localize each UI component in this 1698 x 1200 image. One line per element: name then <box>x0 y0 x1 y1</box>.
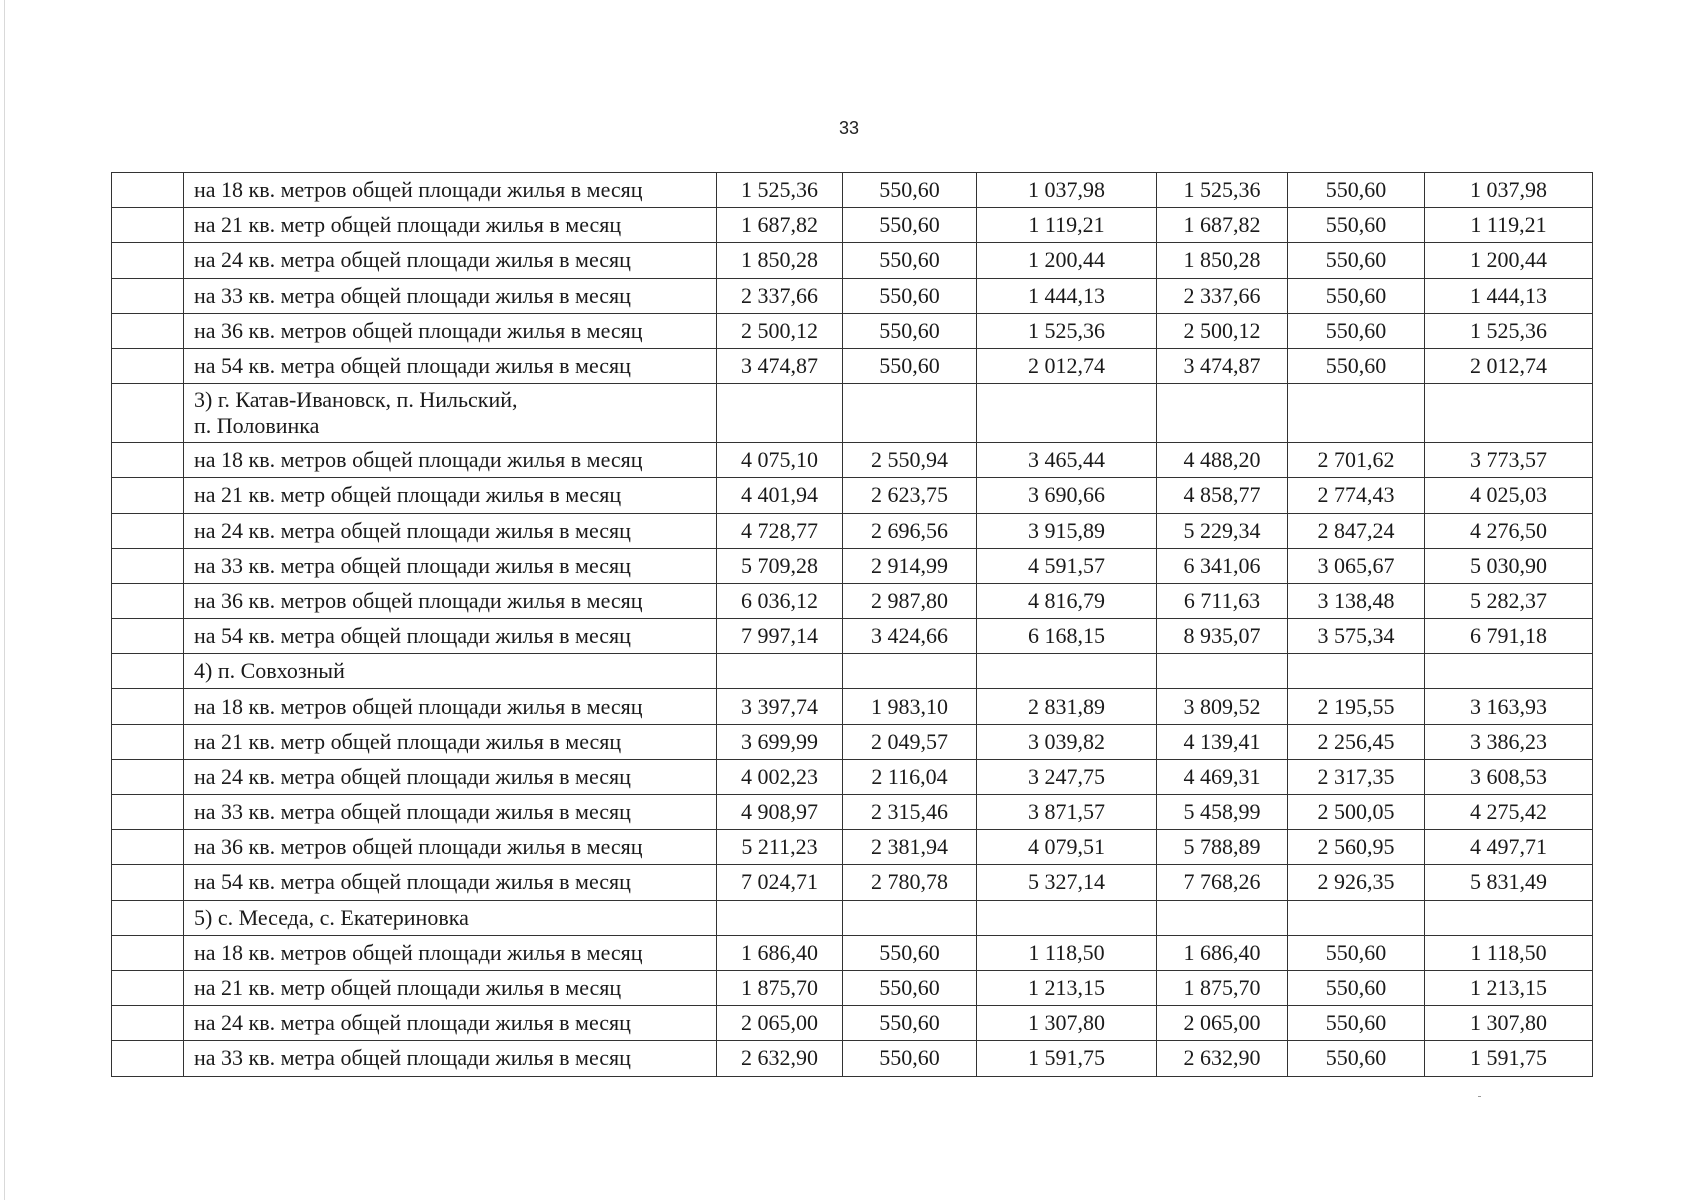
row-index-cell <box>112 689 184 724</box>
row-label: на 54 кв. метра общей площади жилья в месяц <box>194 353 631 379</box>
value-cell-col-1: 4 728,77 <box>717 513 843 548</box>
value-cell-col-3: 2 831,89 <box>977 689 1157 724</box>
value-cell-col-4: 6 711,63 <box>1157 583 1288 618</box>
value-cell-col-5: 550,60 <box>1288 970 1425 1005</box>
row-label: на 33 кв. метра общей площади жилья в месяц <box>194 552 631 578</box>
row-label-cell <box>184 935 717 970</box>
value-cell-col-4: 5 229,34 <box>1157 513 1288 548</box>
value-cell-col-2: 2 987,80 <box>843 583 977 618</box>
value-cell-col-6: 1 591,75 <box>1425 1041 1593 1076</box>
value-cell-col-4: 2 632,90 <box>1157 1041 1288 1076</box>
value-cell-col-6: 5 030,90 <box>1425 548 1593 583</box>
row-label-cell <box>184 208 717 243</box>
value-cell-col-6: 1 119,21 <box>1425 208 1593 243</box>
row-index-cell <box>112 348 184 383</box>
value-cell-col-2: 550,60 <box>843 935 977 970</box>
value-cell-col-5: 550,60 <box>1288 313 1425 348</box>
value-cell-col-4: 8 935,07 <box>1157 619 1288 654</box>
value-cell-col-3 <box>977 900 1157 935</box>
value-cell-col-3: 3 690,66 <box>977 478 1157 513</box>
row-label: на 18 кв. метров общей площади жилья в месяц <box>194 939 643 965</box>
row-index-cell <box>112 865 184 900</box>
value-cell-col-1: 3 397,74 <box>717 689 843 724</box>
value-cell-col-2: 550,60 <box>843 348 977 383</box>
row-label: на 18 кв. метров общей площади жилья в месяц <box>194 447 643 473</box>
table-row <box>112 443 1593 478</box>
value-cell-col-5: 550,60 <box>1288 243 1425 278</box>
value-cell-col-3: 1 037,98 <box>977 173 1157 208</box>
value-cell-col-6 <box>1425 654 1593 689</box>
row-label-cell <box>184 1041 717 1076</box>
value-cell-col-4: 2 337,66 <box>1157 278 1288 313</box>
row-index-cell <box>112 208 184 243</box>
row-index-cell <box>112 513 184 548</box>
section-label-cell <box>184 900 717 935</box>
row-index-cell <box>112 759 184 794</box>
value-cell-col-3: 1 444,13 <box>977 278 1157 313</box>
value-cell-col-5: 2 256,45 <box>1288 724 1425 759</box>
table-row <box>112 313 1593 348</box>
row-label: на 36 кв. метров общей площади жилья в месяц <box>194 317 643 343</box>
section-title: 5) с. Меседа, с. Екатериновка <box>194 904 469 930</box>
value-cell-col-6: 3 773,57 <box>1425 443 1593 478</box>
row-label-cell <box>184 759 717 794</box>
value-cell-col-4: 7 768,26 <box>1157 865 1288 900</box>
value-cell-col-1: 4 908,97 <box>717 795 843 830</box>
value-cell-col-1: 1 875,70 <box>717 970 843 1005</box>
row-label-cell <box>184 724 717 759</box>
value-cell-col-5: 550,60 <box>1288 935 1425 970</box>
value-cell-col-5: 3 575,34 <box>1288 619 1425 654</box>
scan-speck <box>1478 1096 1481 1097</box>
value-cell-col-6: 6 791,18 <box>1425 619 1593 654</box>
value-cell-col-1: 4 002,23 <box>717 759 843 794</box>
value-cell-col-4: 3 809,52 <box>1157 689 1288 724</box>
value-cell-col-3: 4 816,79 <box>977 583 1157 618</box>
value-cell-col-6 <box>1425 384 1593 443</box>
row-label-cell <box>184 313 717 348</box>
value-cell-col-3: 6 168,15 <box>977 619 1157 654</box>
value-cell-col-2: 2 049,57 <box>843 724 977 759</box>
value-cell-col-1: 2 337,66 <box>717 278 843 313</box>
value-cell-col-1: 1 850,28 <box>717 243 843 278</box>
value-cell-col-1: 4 075,10 <box>717 443 843 478</box>
value-cell-col-4: 1 875,70 <box>1157 970 1288 1005</box>
value-cell-col-3: 5 327,14 <box>977 865 1157 900</box>
tariff-table-body <box>112 173 1593 1077</box>
row-label-cell <box>184 583 717 618</box>
row-label-cell <box>184 1006 717 1041</box>
value-cell-col-4: 1 525,36 <box>1157 173 1288 208</box>
value-cell-col-3: 2 012,74 <box>977 348 1157 383</box>
value-cell-col-4: 4 858,77 <box>1157 478 1288 513</box>
value-cell-col-4: 1 686,40 <box>1157 935 1288 970</box>
value-cell-col-3 <box>977 384 1157 443</box>
row-index-cell <box>112 548 184 583</box>
row-index-cell <box>112 1006 184 1041</box>
row-index-cell <box>112 313 184 348</box>
scan-edge-line <box>4 0 5 1200</box>
value-cell-col-3 <box>977 654 1157 689</box>
row-index-cell <box>112 935 184 970</box>
section-label-cell <box>184 384 717 443</box>
value-cell-col-2: 3 424,66 <box>843 619 977 654</box>
value-cell-col-3: 3 247,75 <box>977 759 1157 794</box>
value-cell-col-4 <box>1157 900 1288 935</box>
value-cell-col-5: 550,60 <box>1288 1006 1425 1041</box>
value-cell-col-2: 550,60 <box>843 1041 977 1076</box>
row-index-cell <box>112 619 184 654</box>
row-label-cell <box>184 243 717 278</box>
value-cell-col-2: 2 780,78 <box>843 865 977 900</box>
row-index-cell <box>112 478 184 513</box>
value-cell-col-2 <box>843 654 977 689</box>
table-row <box>112 619 1593 654</box>
section-title: 4) п. Совхозный <box>194 658 345 684</box>
row-label: на 21 кв. метр общей площади жилья в месяц <box>194 975 622 1001</box>
value-cell-col-3: 3 915,89 <box>977 513 1157 548</box>
value-cell-col-3: 1 307,80 <box>977 1006 1157 1041</box>
value-cell-col-5: 550,60 <box>1288 1041 1425 1076</box>
row-label-cell <box>184 689 717 724</box>
value-cell-col-1: 1 525,36 <box>717 173 843 208</box>
value-cell-col-5: 2 560,95 <box>1288 830 1425 865</box>
value-cell-col-4: 4 139,41 <box>1157 724 1288 759</box>
value-cell-col-6: 3 386,23 <box>1425 724 1593 759</box>
value-cell-col-1: 5 709,28 <box>717 548 843 583</box>
row-label: на 24 кв. метра общей площади жилья в месяц <box>194 247 631 273</box>
value-cell-col-6: 4 276,50 <box>1425 513 1593 548</box>
page-number: 33 <box>838 118 860 138</box>
value-cell-col-6: 4 275,42 <box>1425 795 1593 830</box>
value-cell-col-1 <box>717 900 843 935</box>
value-cell-col-6: 4 025,03 <box>1425 478 1593 513</box>
value-cell-col-5: 2 317,35 <box>1288 759 1425 794</box>
value-cell-col-1: 3 474,87 <box>717 348 843 383</box>
table-row <box>112 865 1593 900</box>
table-row <box>112 759 1593 794</box>
table-row <box>112 478 1593 513</box>
row-label: на 54 кв. метра общей площади жилья в месяц <box>194 869 631 895</box>
table-row <box>112 208 1593 243</box>
section-title: 3) г. Катав-Ивановск, п. Нильский, <box>194 387 518 413</box>
value-cell-col-2: 550,60 <box>843 970 977 1005</box>
value-cell-col-2: 550,60 <box>843 173 977 208</box>
table-row <box>112 830 1593 865</box>
value-cell-col-2 <box>843 384 977 443</box>
row-label: на 18 кв. метров общей площади жилья в месяц <box>194 177 643 203</box>
row-index-cell <box>112 243 184 278</box>
value-cell-col-6: 5 282,37 <box>1425 583 1593 618</box>
value-cell-col-2 <box>843 900 977 935</box>
row-label: на 24 кв. метра общей площади жилья в месяц <box>194 1010 631 1036</box>
value-cell-col-6: 2 012,74 <box>1425 348 1593 383</box>
value-cell-col-2: 550,60 <box>843 208 977 243</box>
value-cell-col-6: 1 037,98 <box>1425 173 1593 208</box>
value-cell-col-4: 5 788,89 <box>1157 830 1288 865</box>
row-index-cell <box>112 443 184 478</box>
value-cell-col-5: 2 701,62 <box>1288 443 1425 478</box>
value-cell-col-6: 5 831,49 <box>1425 865 1593 900</box>
value-cell-col-1: 1 687,82 <box>717 208 843 243</box>
row-label-cell <box>184 443 717 478</box>
value-cell-col-3: 4 079,51 <box>977 830 1157 865</box>
row-label: на 18 кв. метров общей площади жилья в месяц <box>194 693 643 719</box>
row-label-cell <box>184 795 717 830</box>
table-row <box>112 278 1593 313</box>
value-cell-col-1: 2 065,00 <box>717 1006 843 1041</box>
table-row <box>112 243 1593 278</box>
value-cell-col-2: 550,60 <box>843 278 977 313</box>
value-cell-col-5 <box>1288 654 1425 689</box>
row-label-cell <box>184 513 717 548</box>
value-cell-col-3: 1 200,44 <box>977 243 1157 278</box>
value-cell-col-6: 1 307,80 <box>1425 1006 1593 1041</box>
value-cell-col-5: 550,60 <box>1288 278 1425 313</box>
row-label-cell <box>184 865 717 900</box>
value-cell-col-1: 7 997,14 <box>717 619 843 654</box>
value-cell-col-4 <box>1157 384 1288 443</box>
row-label: на 54 кв. метра общей площади жилья в месяц <box>194 623 631 649</box>
value-cell-col-6: 1 444,13 <box>1425 278 1593 313</box>
value-cell-col-2: 2 116,04 <box>843 759 977 794</box>
value-cell-col-4: 4 488,20 <box>1157 443 1288 478</box>
value-cell-col-5: 2 847,24 <box>1288 513 1425 548</box>
row-label: на 24 кв. метра общей площади жилья в месяц <box>194 517 631 543</box>
value-cell-col-6: 4 497,71 <box>1425 830 1593 865</box>
value-cell-col-4: 1 850,28 <box>1157 243 1288 278</box>
value-cell-col-1: 6 036,12 <box>717 583 843 618</box>
value-cell-col-1: 4 401,94 <box>717 478 843 513</box>
row-label: на 33 кв. метра общей площади жилья в месяц <box>194 282 631 308</box>
value-cell-col-6: 1 525,36 <box>1425 313 1593 348</box>
row-index-cell <box>112 583 184 618</box>
row-index-cell <box>112 654 184 689</box>
value-cell-col-2: 2 623,75 <box>843 478 977 513</box>
value-cell-col-1 <box>717 654 843 689</box>
value-cell-col-5: 2 500,05 <box>1288 795 1425 830</box>
value-cell-col-6: 1 200,44 <box>1425 243 1593 278</box>
row-index-cell <box>112 724 184 759</box>
row-label-cell <box>184 348 717 383</box>
row-label-cell <box>184 478 717 513</box>
table-row <box>112 548 1593 583</box>
table-row <box>112 935 1593 970</box>
value-cell-col-5: 3 065,67 <box>1288 548 1425 583</box>
value-cell-col-3: 1 591,75 <box>977 1041 1157 1076</box>
value-cell-col-6: 3 163,93 <box>1425 689 1593 724</box>
value-cell-col-4: 1 687,82 <box>1157 208 1288 243</box>
value-cell-col-5 <box>1288 900 1425 935</box>
table-row <box>112 795 1593 830</box>
tariff-table <box>111 172 1593 1077</box>
value-cell-col-5: 2 195,55 <box>1288 689 1425 724</box>
table-row <box>112 1006 1593 1041</box>
row-index-cell <box>112 900 184 935</box>
value-cell-col-1: 2 632,90 <box>717 1041 843 1076</box>
value-cell-col-3: 1 118,50 <box>977 935 1157 970</box>
section-title-line2: п. Половинка <box>194 413 320 439</box>
value-cell-col-2: 2 315,46 <box>843 795 977 830</box>
row-label: на 21 кв. метр общей площади жилья в месяц <box>194 728 622 754</box>
value-cell-col-5: 2 774,43 <box>1288 478 1425 513</box>
value-cell-col-6: 3 608,53 <box>1425 759 1593 794</box>
value-cell-col-1: 7 024,71 <box>717 865 843 900</box>
value-cell-col-3: 1 213,15 <box>977 970 1157 1005</box>
value-cell-col-5: 550,60 <box>1288 173 1425 208</box>
row-label: на 33 кв. метра общей площади жилья в месяц <box>194 1045 631 1071</box>
value-cell-col-1: 1 686,40 <box>717 935 843 970</box>
row-label: на 36 кв. метров общей площади жилья в месяц <box>194 834 643 860</box>
row-label: на 21 кв. метр общей площади жилья в месяц <box>194 212 622 238</box>
value-cell-col-4: 6 341,06 <box>1157 548 1288 583</box>
value-cell-col-1: 3 699,99 <box>717 724 843 759</box>
value-cell-col-3: 1 525,36 <box>977 313 1157 348</box>
table-row <box>112 173 1593 208</box>
row-label-cell <box>184 173 717 208</box>
row-index-cell <box>112 278 184 313</box>
row-index-cell <box>112 830 184 865</box>
row-label-cell <box>184 548 717 583</box>
table-row <box>112 970 1593 1005</box>
value-cell-col-6: 1 118,50 <box>1425 935 1593 970</box>
value-cell-col-3: 3 465,44 <box>977 443 1157 478</box>
value-cell-col-4 <box>1157 654 1288 689</box>
value-cell-col-3: 3 039,82 <box>977 724 1157 759</box>
row-index-cell <box>112 970 184 1005</box>
row-index-cell <box>112 1041 184 1076</box>
value-cell-col-4: 2 500,12 <box>1157 313 1288 348</box>
value-cell-col-4: 4 469,31 <box>1157 759 1288 794</box>
table-row <box>112 1041 1593 1076</box>
value-cell-col-1: 5 211,23 <box>717 830 843 865</box>
value-cell-col-5: 2 926,35 <box>1288 865 1425 900</box>
value-cell-col-5: 550,60 <box>1288 348 1425 383</box>
value-cell-col-2: 550,60 <box>843 313 977 348</box>
value-cell-col-4: 3 474,87 <box>1157 348 1288 383</box>
value-cell-col-1: 2 500,12 <box>717 313 843 348</box>
value-cell-col-4: 5 458,99 <box>1157 795 1288 830</box>
table-row <box>112 583 1593 618</box>
table-section-row <box>112 900 1593 935</box>
value-cell-col-6: 1 213,15 <box>1425 970 1593 1005</box>
value-cell-col-2: 1 983,10 <box>843 689 977 724</box>
value-cell-col-3: 4 591,57 <box>977 548 1157 583</box>
row-label: на 21 кв. метр общей площади жилья в месяц <box>194 482 622 508</box>
table-section-row <box>112 384 1593 443</box>
value-cell-col-2: 2 696,56 <box>843 513 977 548</box>
value-cell-col-2: 550,60 <box>843 243 977 278</box>
value-cell-col-6 <box>1425 900 1593 935</box>
row-label-cell <box>184 830 717 865</box>
value-cell-col-4: 2 065,00 <box>1157 1006 1288 1041</box>
table-row <box>112 689 1593 724</box>
value-cell-col-3: 3 871,57 <box>977 795 1157 830</box>
value-cell-col-5 <box>1288 384 1425 443</box>
table-row <box>112 724 1593 759</box>
row-label-cell <box>184 278 717 313</box>
value-cell-col-3: 1 119,21 <box>977 208 1157 243</box>
table-section-row <box>112 654 1593 689</box>
table-row <box>112 348 1593 383</box>
row-label-cell <box>184 619 717 654</box>
row-label: на 36 кв. метров общей площади жилья в месяц <box>194 587 643 613</box>
row-label-cell <box>184 970 717 1005</box>
table-row <box>112 513 1593 548</box>
value-cell-col-5: 3 138,48 <box>1288 583 1425 618</box>
value-cell-col-1 <box>717 384 843 443</box>
row-index-cell <box>112 173 184 208</box>
row-label: на 24 кв. метра общей площади жилья в месяц <box>194 763 631 789</box>
value-cell-col-2: 550,60 <box>843 1006 977 1041</box>
value-cell-col-5: 550,60 <box>1288 208 1425 243</box>
row-index-cell <box>112 795 184 830</box>
row-label: на 33 кв. метра общей площади жилья в месяц <box>194 799 631 825</box>
value-cell-col-2: 2 381,94 <box>843 830 977 865</box>
row-index-cell <box>112 384 184 443</box>
value-cell-col-2: 2 914,99 <box>843 548 977 583</box>
value-cell-col-2: 2 550,94 <box>843 443 977 478</box>
section-label-cell <box>184 654 717 689</box>
